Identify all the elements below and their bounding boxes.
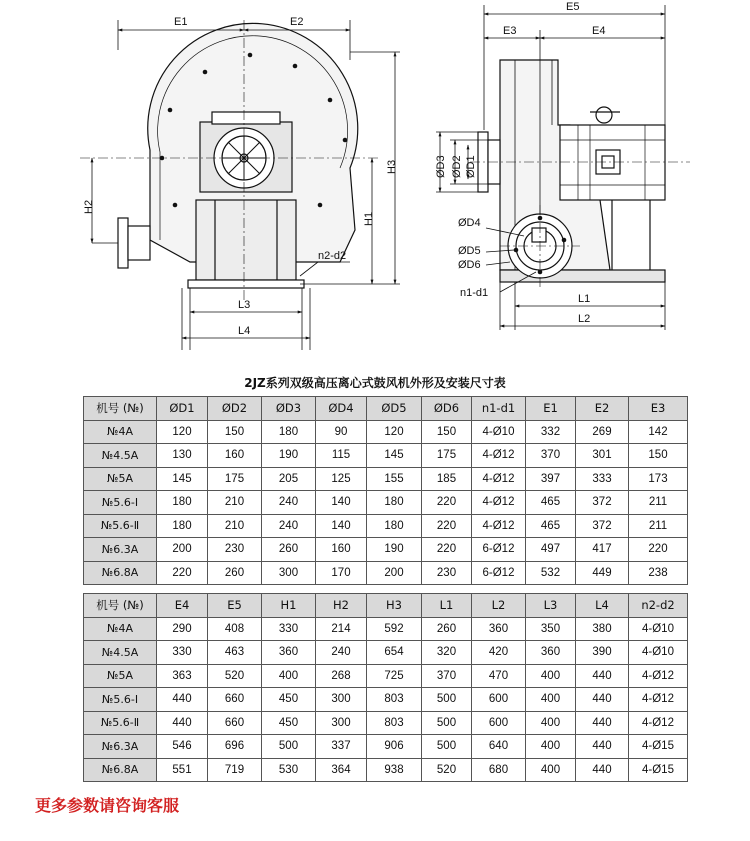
table-cell: 363	[157, 664, 208, 688]
table-cell: 200	[367, 561, 422, 585]
table-row	[84, 711, 688, 735]
table-cell: 170	[316, 561, 367, 585]
header-row	[84, 397, 688, 421]
label-e3: E3	[503, 25, 517, 37]
table-cell: 470	[472, 664, 526, 688]
label-e4: E4	[592, 25, 606, 37]
column-header: ØD4	[316, 397, 367, 421]
table-cell: 150	[208, 420, 262, 444]
column-header: n1-d1	[472, 397, 526, 421]
table-cell: 696	[208, 735, 262, 759]
table-cell: 497	[526, 538, 576, 562]
table-cell: 803	[367, 688, 422, 712]
table-cell: 4-Ø12	[472, 444, 526, 468]
table-cell: 592	[367, 617, 422, 641]
table-cell: 372	[576, 514, 629, 538]
table-cell: 175	[208, 467, 262, 491]
label-l3: L3	[238, 299, 251, 311]
model-cell: №6.3A	[84, 538, 157, 562]
table-cell: 300	[316, 711, 367, 735]
table-cell: 120	[367, 420, 422, 444]
table-row	[84, 617, 688, 641]
column-header: E1	[526, 397, 576, 421]
table-cell: 220	[422, 538, 472, 562]
table-cell: 140	[316, 491, 367, 515]
table-row	[84, 444, 688, 468]
label-d2: ØD2	[451, 155, 463, 178]
table-cell: 350	[526, 617, 576, 641]
table-cell: 449	[576, 561, 629, 585]
column-header: L3	[526, 594, 576, 618]
label-d6: ØD6	[458, 259, 481, 271]
table-cell: 500	[422, 688, 472, 712]
table-cell: 210	[208, 514, 262, 538]
table-cell: 180	[367, 491, 422, 515]
table-cell: 520	[422, 758, 472, 782]
table-cell: 260	[262, 538, 316, 562]
table-cell: 420	[472, 641, 526, 665]
table-cell: 417	[576, 538, 629, 562]
table-cell: 240	[316, 641, 367, 665]
table-cell: 660	[208, 688, 262, 712]
table-row	[84, 561, 688, 585]
contact-note: 更多参数请咨询客服	[35, 796, 180, 815]
table-cell: 450	[262, 688, 316, 712]
table-cell: 440	[576, 735, 629, 759]
table-cell: 180	[157, 514, 208, 538]
table-cell: 450	[262, 711, 316, 735]
table-cell: 440	[576, 711, 629, 735]
table-cell: 546	[157, 735, 208, 759]
table-cell: 360	[472, 617, 526, 641]
dimension-table-1	[83, 396, 688, 585]
table-cell: 240	[262, 514, 316, 538]
table-cell: 364	[316, 758, 367, 782]
table-cell: 220	[157, 561, 208, 585]
table-cell: 680	[472, 758, 526, 782]
table-row	[84, 538, 688, 562]
table-cell: 440	[157, 688, 208, 712]
table-cell: 660	[208, 711, 262, 735]
table-cell: 397	[526, 467, 576, 491]
table-cell: 4-Ø10	[472, 420, 526, 444]
table-cell: 600	[472, 688, 526, 712]
model-cell: №6.8A	[84, 758, 157, 782]
table-cell: 600	[472, 711, 526, 735]
table-cell: 337	[316, 735, 367, 759]
column-header: 机号 (№)	[84, 397, 157, 421]
model-cell: №5A	[84, 467, 157, 491]
label-d3: ØD3	[435, 155, 447, 178]
column-header: E4	[157, 594, 208, 618]
table-cell: 145	[157, 467, 208, 491]
table-cell: 333	[576, 467, 629, 491]
model-cell: №6.3A	[84, 735, 157, 759]
table-cell: 551	[157, 758, 208, 782]
table-cell: 205	[262, 467, 316, 491]
model-cell: №5A	[84, 664, 157, 688]
column-header: L2	[472, 594, 526, 618]
table-cell: 4-Ø15	[629, 735, 688, 759]
table-cell: 4-Ø10	[629, 617, 688, 641]
table-cell: 400	[526, 711, 576, 735]
table-row	[84, 491, 688, 515]
table-cell: 145	[367, 444, 422, 468]
model-cell: №4A	[84, 420, 157, 444]
table-cell: 440	[157, 711, 208, 735]
table-cell: 719	[208, 758, 262, 782]
table-row	[84, 688, 688, 712]
table-cell: 408	[208, 617, 262, 641]
table-cell: 160	[208, 444, 262, 468]
table-cell: 290	[157, 617, 208, 641]
table-cell: 120	[157, 420, 208, 444]
label-h3: H3	[386, 159, 398, 174]
label-l4: L4	[238, 325, 251, 337]
table-cell: 906	[367, 735, 422, 759]
column-header: E3	[629, 397, 688, 421]
table-row	[84, 420, 688, 444]
table-cell: 173	[629, 467, 688, 491]
table-cell: 180	[367, 514, 422, 538]
table-cell: 4-Ø12	[629, 688, 688, 712]
table-cell: 200	[157, 538, 208, 562]
table-cell: 370	[526, 444, 576, 468]
label-l2: L2	[578, 313, 591, 325]
table-cell: 332	[526, 420, 576, 444]
column-header: ØD2	[208, 397, 262, 421]
table-cell: 6-Ø12	[472, 561, 526, 585]
column-header: L4	[576, 594, 629, 618]
table-cell: 370	[422, 664, 472, 688]
column-header: L1	[422, 594, 472, 618]
table-cell: 320	[422, 641, 472, 665]
table-cell: 330	[262, 617, 316, 641]
label-n2d2: n2-d2	[318, 250, 347, 262]
column-header: ØD5	[367, 397, 422, 421]
table-cell: 440	[576, 758, 629, 782]
table-cell: 380	[576, 617, 629, 641]
table-cell: 500	[422, 735, 472, 759]
table-cell: 803	[367, 711, 422, 735]
table-cell: 211	[629, 491, 688, 515]
model-cell: №5.6-Ⅱ	[84, 711, 157, 735]
table-cell: 160	[316, 538, 367, 562]
table-cell: 214	[316, 617, 367, 641]
table-cell: 115	[316, 444, 367, 468]
table-row	[84, 467, 688, 491]
table-cell: 520	[208, 664, 262, 688]
column-header: E5	[208, 594, 262, 618]
table-cell: 4-Ø12	[472, 467, 526, 491]
column-header: H2	[316, 594, 367, 618]
column-header: 机号 (№)	[84, 594, 157, 618]
table-cell: 130	[157, 444, 208, 468]
label-l1: L1	[578, 293, 591, 305]
column-header: H1	[262, 594, 316, 618]
table-cell: 6-Ø12	[472, 538, 526, 562]
table-cell: 185	[422, 467, 472, 491]
table-row	[84, 514, 688, 538]
table-cell: 300	[262, 561, 316, 585]
model-cell: №4.5A	[84, 444, 157, 468]
table-cell: 725	[367, 664, 422, 688]
table-cell: 238	[629, 561, 688, 585]
table-cell: 500	[262, 735, 316, 759]
table-cell: 400	[526, 688, 576, 712]
table-cell: 440	[576, 688, 629, 712]
table-cell: 190	[367, 538, 422, 562]
table-cell: 463	[208, 641, 262, 665]
table-cell: 360	[526, 641, 576, 665]
table-cell: 230	[422, 561, 472, 585]
table-cell: 240	[262, 491, 316, 515]
table-cell: 125	[316, 467, 367, 491]
table-cell: 938	[367, 758, 422, 782]
table-cell: 155	[367, 467, 422, 491]
column-header: n2-d2	[629, 594, 688, 618]
label-h2: H2	[83, 199, 95, 214]
table-cell: 390	[576, 641, 629, 665]
table-cell: 142	[629, 420, 688, 444]
table-cell: 90	[316, 420, 367, 444]
table-cell: 640	[472, 735, 526, 759]
table-cell: 4-Ø12	[472, 514, 526, 538]
label-n1d1: n1-d1	[460, 287, 489, 299]
table-cell: 400	[262, 664, 316, 688]
model-cell: №6.8A	[84, 561, 157, 585]
table-cell: 260	[208, 561, 262, 585]
model-cell: №5.6-Ⅰ	[84, 491, 157, 515]
label-d1: ØD1	[465, 155, 477, 178]
label-e1: E1	[174, 16, 188, 28]
table-cell: 210	[208, 491, 262, 515]
label-h1: H1	[363, 211, 375, 226]
table-cell: 230	[208, 538, 262, 562]
column-header: ØD3	[262, 397, 316, 421]
table-row	[84, 641, 688, 665]
table-cell: 260	[422, 617, 472, 641]
table-cell: 500	[422, 711, 472, 735]
table-cell: 654	[367, 641, 422, 665]
table-cell: 4-Ø12	[629, 711, 688, 735]
table-cell: 180	[157, 491, 208, 515]
table-row	[84, 758, 688, 782]
table-cell: 465	[526, 514, 576, 538]
table-cell: 190	[262, 444, 316, 468]
table-cell: 440	[576, 664, 629, 688]
table-cell: 175	[422, 444, 472, 468]
column-header: H3	[367, 594, 422, 618]
label-d5: ØD5	[458, 245, 481, 257]
table-cell: 268	[316, 664, 367, 688]
table-cell: 360	[262, 641, 316, 665]
table-cell: 220	[422, 491, 472, 515]
table-cell: 400	[526, 758, 576, 782]
table-cell: 150	[422, 420, 472, 444]
column-header: ØD1	[157, 397, 208, 421]
label-d4: ØD4	[458, 217, 481, 229]
label-e5: E5	[566, 1, 580, 13]
model-cell: №5.6-Ⅰ	[84, 688, 157, 712]
column-header: E2	[576, 397, 629, 421]
table-cell: 4-Ø15	[629, 758, 688, 782]
table-cell: 211	[629, 514, 688, 538]
table-cell: 465	[526, 491, 576, 515]
column-header: ØD6	[422, 397, 472, 421]
table-cell: 269	[576, 420, 629, 444]
table-cell: 4-Ø12	[472, 491, 526, 515]
table-cell: 532	[526, 561, 576, 585]
header-row	[84, 594, 688, 618]
table-row	[84, 735, 688, 759]
model-cell: №4A	[84, 617, 157, 641]
blower-dimension-drawing	[0, 0, 750, 360]
table-row	[84, 664, 688, 688]
label-e2: E2	[290, 16, 304, 28]
table-cell: 400	[526, 735, 576, 759]
table-cell: 220	[629, 538, 688, 562]
table-cell: 300	[316, 688, 367, 712]
table-cell: 220	[422, 514, 472, 538]
dimension-table-2	[83, 593, 688, 782]
table-cell: 140	[316, 514, 367, 538]
table-cell: 4-Ø12	[629, 664, 688, 688]
table-cell: 400	[526, 664, 576, 688]
model-cell: №4.5A	[84, 641, 157, 665]
table-caption: 2JZ系列双级高压离心式鼓风机外形及安装尺寸表	[244, 376, 506, 390]
table-cell: 301	[576, 444, 629, 468]
table-cell: 530	[262, 758, 316, 782]
table-cell: 150	[629, 444, 688, 468]
model-cell: №5.6-Ⅱ	[84, 514, 157, 538]
table-cell: 180	[262, 420, 316, 444]
table-cell: 372	[576, 491, 629, 515]
table-cell: 4-Ø10	[629, 641, 688, 665]
table-cell: 330	[157, 641, 208, 665]
